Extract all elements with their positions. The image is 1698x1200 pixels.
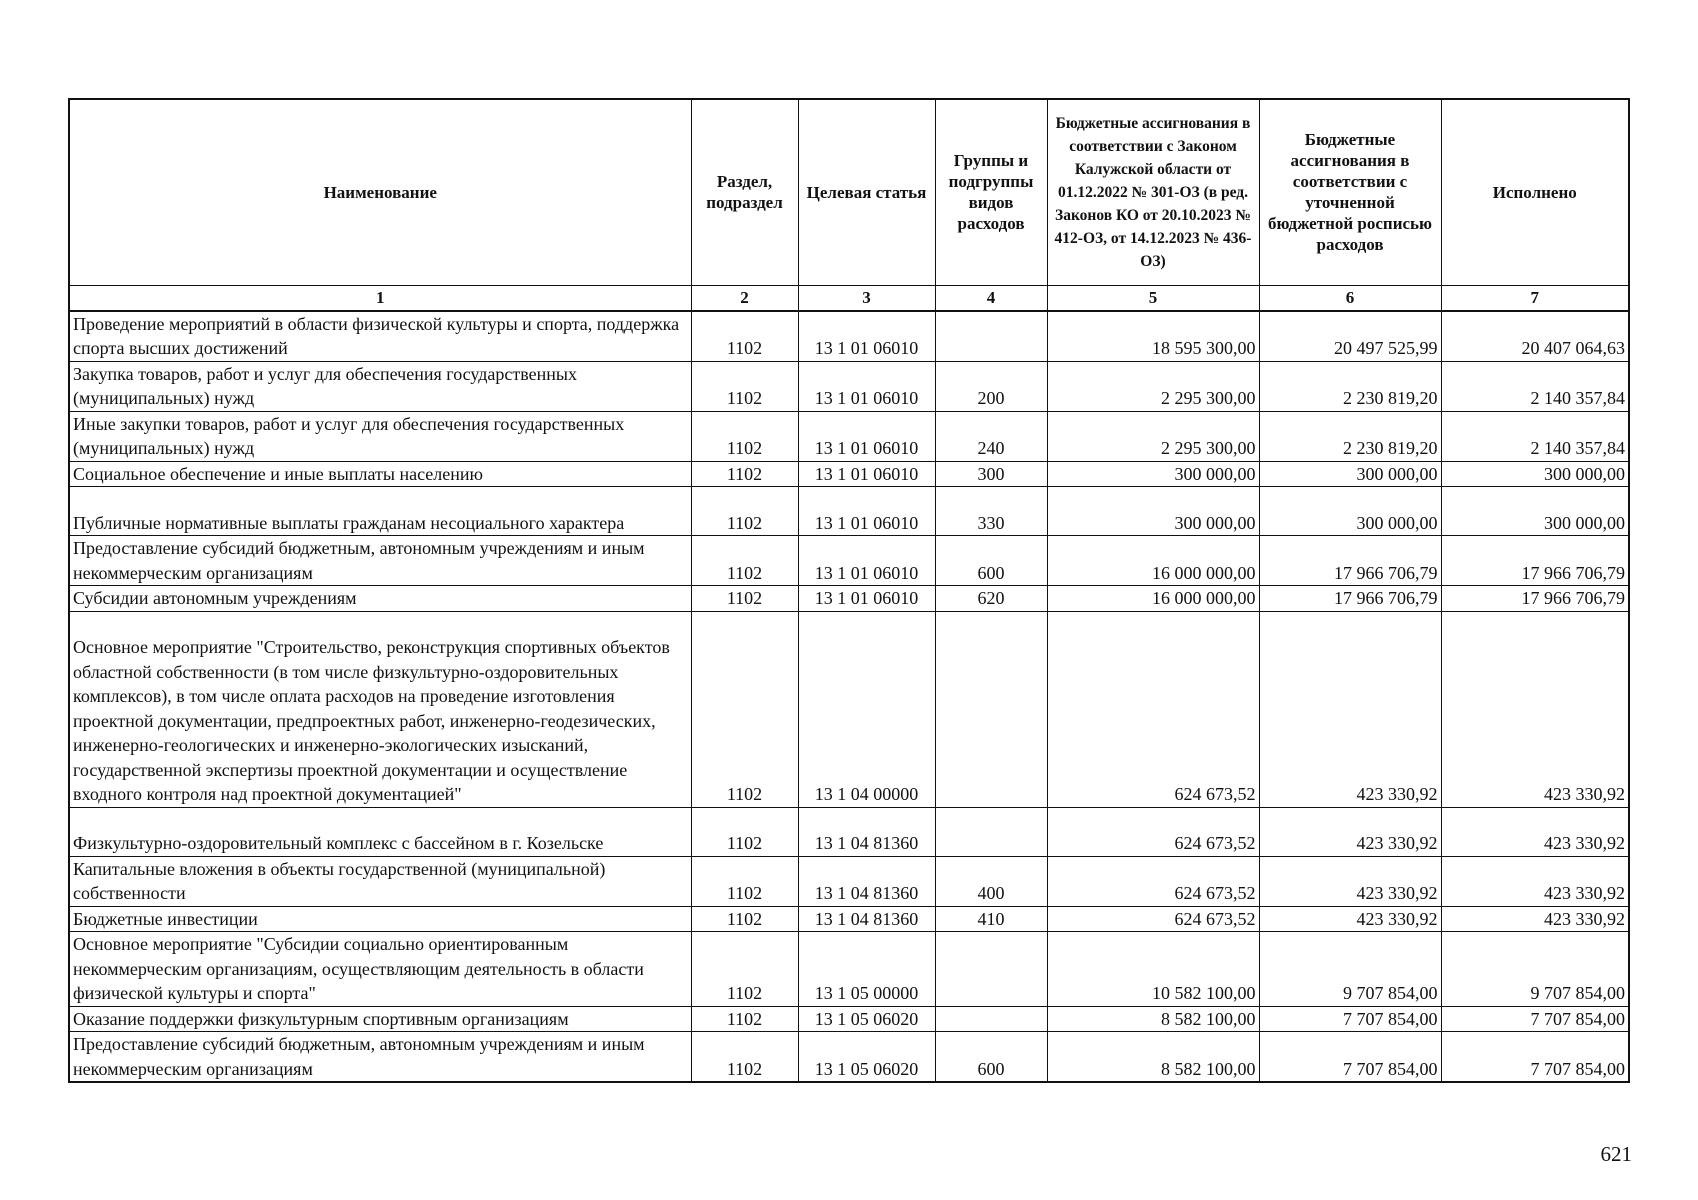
row-section: 1102 [691, 807, 798, 856]
row-target: 13 1 04 81360 [798, 906, 935, 932]
row-executed-amount: 20 407 064,63 [1441, 311, 1629, 362]
row-section: 1102 [691, 536, 798, 586]
table-row [69, 311, 1629, 362]
row-name: Бюджетные инвестиции [69, 906, 691, 932]
row-executed-amount: 2 140 357,84 [1441, 411, 1629, 461]
row-law-amount: 16 000 000,00 [1047, 536, 1259, 586]
row-name: Предоставление субсидий бюджетным, автономным учреждениям и иным некоммерческим организациям [69, 1032, 691, 1083]
column-number-row [69, 285, 1629, 311]
row-name: Проведение мероприятий в области физической культуры и спорта, поддержка спорта высших достижений [69, 311, 691, 362]
row-name: Субсидии автономным учреждениям [69, 586, 691, 612]
row-target: 13 1 01 06010 [798, 411, 935, 461]
row-executed-amount: 2 140 357,84 [1441, 361, 1629, 411]
row-law-amount: 2 295 300,00 [1047, 411, 1259, 461]
row-target: 13 1 05 06020 [798, 1006, 935, 1032]
row-refined-amount: 20 497 525,99 [1259, 311, 1441, 362]
row-section: 1102 [691, 1006, 798, 1032]
row-law-amount: 8 582 100,00 [1047, 1006, 1259, 1032]
budget-execution-table [68, 98, 1630, 1083]
row-group: 400 [935, 856, 1047, 906]
row-target: 13 1 01 06010 [798, 586, 935, 612]
row-name: Закупка товаров, работ и услуг для обеспечения государственных (муниципальных) нужд [69, 361, 691, 411]
row-section: 1102 [691, 856, 798, 906]
row-refined-amount: 423 330,92 [1259, 906, 1441, 932]
row-group: 410 [935, 906, 1047, 932]
row-refined-amount: 2 230 819,20 [1259, 361, 1441, 411]
row-law-amount: 16 000 000,00 [1047, 586, 1259, 612]
column-number: 6 [1259, 285, 1441, 311]
header-row [69, 99, 1629, 285]
row-group: 330 [935, 487, 1047, 536]
row-target: 13 1 04 81360 [798, 807, 935, 856]
row-executed-amount: 300 000,00 [1441, 487, 1629, 536]
row-target: 13 1 01 06010 [798, 461, 935, 487]
table-row [69, 1032, 1629, 1083]
row-section: 1102 [691, 586, 798, 612]
table-row [69, 411, 1629, 461]
column-number: 3 [798, 285, 935, 311]
row-group [935, 1006, 1047, 1032]
table-row [69, 807, 1629, 856]
row-executed-amount: 423 330,92 [1441, 906, 1629, 932]
table-row [69, 856, 1629, 906]
row-name: Основное мероприятие "Строительство, реконструкция спортивных объектов областной собственности (в том числе физкультурно-оздоровительных комплексов), в том числе оплата расходов на проведение изготовления проектной документации, предпроектных работ, инженерно-геодезических, инженерно-геологических и инженерно-экологических изысканий, государственной экспертизы проектной документации и осуществление входного контроля над проектной документацией" [69, 611, 691, 807]
row-executed-amount: 9 707 854,00 [1441, 932, 1629, 1007]
row-section: 1102 [691, 1032, 798, 1083]
row-law-amount: 624 673,52 [1047, 611, 1259, 807]
table-row [69, 361, 1629, 411]
table-row [69, 906, 1629, 932]
row-section: 1102 [691, 361, 798, 411]
row-group: 600 [935, 536, 1047, 586]
row-refined-amount: 300 000,00 [1259, 461, 1441, 487]
row-name: Публичные нормативные выплаты гражданам несоциального характера [69, 487, 691, 536]
row-section: 1102 [691, 611, 798, 807]
row-law-amount: 2 295 300,00 [1047, 361, 1259, 411]
table-row [69, 461, 1629, 487]
row-refined-amount: 423 330,92 [1259, 611, 1441, 807]
header-law-allocations: Бюджетные ассигнования в соответствии с Законом Калужской области от 01.12.2022 № 301-ОЗ (в ред. Законов КО от 20.10.2023 № 412-ОЗ, от 14.12.2023 № 436-ОЗ) [1047, 99, 1259, 285]
row-group: 200 [935, 361, 1047, 411]
row-group: 240 [935, 411, 1047, 461]
row-section: 1102 [691, 487, 798, 536]
row-executed-amount: 423 330,92 [1441, 611, 1629, 807]
header-executed: Исполнено [1441, 99, 1629, 285]
table-row [69, 586, 1629, 612]
row-refined-amount: 17 966 706,79 [1259, 586, 1441, 612]
header-expense-group: Группы и подгруппы видов расходов [935, 99, 1047, 285]
row-refined-amount: 7 707 854,00 [1259, 1006, 1441, 1032]
row-name: Капитальные вложения в объекты государственной (муниципальной) собственности [69, 856, 691, 906]
row-target: 13 1 04 81360 [798, 856, 935, 906]
row-name: Основное мероприятие "Субсидии социально ориентированным некоммерческим организациям, осуществляющим деятельность в области физической культуры и спорта" [69, 932, 691, 1007]
row-name: Иные закупки товаров, работ и услуг для обеспечения государственных (муниципальных) нужд [69, 411, 691, 461]
row-law-amount: 624 673,52 [1047, 807, 1259, 856]
row-section: 1102 [691, 932, 798, 1007]
row-name: Физкультурно-оздоровительный комплекс с бассейном в г. Козельске [69, 807, 691, 856]
row-law-amount: 10 582 100,00 [1047, 932, 1259, 1007]
row-law-amount: 300 000,00 [1047, 461, 1259, 487]
row-name: Социальное обеспечение и иные выплаты населению [69, 461, 691, 487]
row-executed-amount: 7 707 854,00 [1441, 1032, 1629, 1083]
row-executed-amount: 7 707 854,00 [1441, 1006, 1629, 1032]
row-refined-amount: 7 707 854,00 [1259, 1032, 1441, 1083]
row-group [935, 311, 1047, 362]
row-target: 13 1 01 06010 [798, 536, 935, 586]
row-target: 13 1 05 00000 [798, 932, 935, 1007]
header-target-article: Целевая статья [798, 99, 935, 285]
row-executed-amount: 17 966 706,79 [1441, 536, 1629, 586]
row-refined-amount: 2 230 819,20 [1259, 411, 1441, 461]
row-target: 13 1 05 06020 [798, 1032, 935, 1083]
table-row [69, 487, 1629, 536]
row-group [935, 611, 1047, 807]
header-section: Раздел, подраздел [691, 99, 798, 285]
row-section: 1102 [691, 411, 798, 461]
page-number: 621 [1600, 1142, 1632, 1166]
row-target: 13 1 01 06010 [798, 487, 935, 536]
column-number: 7 [1441, 285, 1629, 311]
row-section: 1102 [691, 906, 798, 932]
row-law-amount: 8 582 100,00 [1047, 1032, 1259, 1083]
row-refined-amount: 423 330,92 [1259, 856, 1441, 906]
row-refined-amount: 300 000,00 [1259, 487, 1441, 536]
row-refined-amount: 9 707 854,00 [1259, 932, 1441, 1007]
row-law-amount: 18 595 300,00 [1047, 311, 1259, 362]
row-group: 600 [935, 1032, 1047, 1083]
row-law-amount: 624 673,52 [1047, 906, 1259, 932]
row-executed-amount: 423 330,92 [1441, 856, 1629, 906]
column-number: 4 [935, 285, 1047, 311]
table-row [69, 932, 1629, 1007]
row-section: 1102 [691, 311, 798, 362]
row-law-amount: 300 000,00 [1047, 487, 1259, 536]
row-executed-amount: 423 330,92 [1441, 807, 1629, 856]
row-executed-amount: 17 966 706,79 [1441, 586, 1629, 612]
table-row [69, 611, 1629, 807]
column-number: 1 [69, 285, 691, 311]
header-refined-allocations: Бюджетные ассигнования в соответствии с уточненной бюджетной росписью расходов [1259, 99, 1441, 285]
row-group [935, 932, 1047, 1007]
row-group: 620 [935, 586, 1047, 612]
table-row [69, 1006, 1629, 1032]
column-number: 5 [1047, 285, 1259, 311]
row-target: 13 1 01 06010 [798, 361, 935, 411]
row-law-amount: 624 673,52 [1047, 856, 1259, 906]
row-target: 13 1 04 00000 [798, 611, 935, 807]
row-refined-amount: 17 966 706,79 [1259, 536, 1441, 586]
row-name: Предоставление субсидий бюджетным, автономным учреждениям и иным некоммерческим организациям [69, 536, 691, 586]
row-target: 13 1 01 06010 [798, 311, 935, 362]
row-refined-amount: 423 330,92 [1259, 807, 1441, 856]
column-number: 2 [691, 285, 798, 311]
row-executed-amount: 300 000,00 [1441, 461, 1629, 487]
row-section: 1102 [691, 461, 798, 487]
header-name: Наименование [69, 99, 691, 285]
table-row [69, 536, 1629, 586]
row-group [935, 807, 1047, 856]
row-name: Оказание поддержки физкультурным спортивным организациям [69, 1006, 691, 1032]
row-group: 300 [935, 461, 1047, 487]
